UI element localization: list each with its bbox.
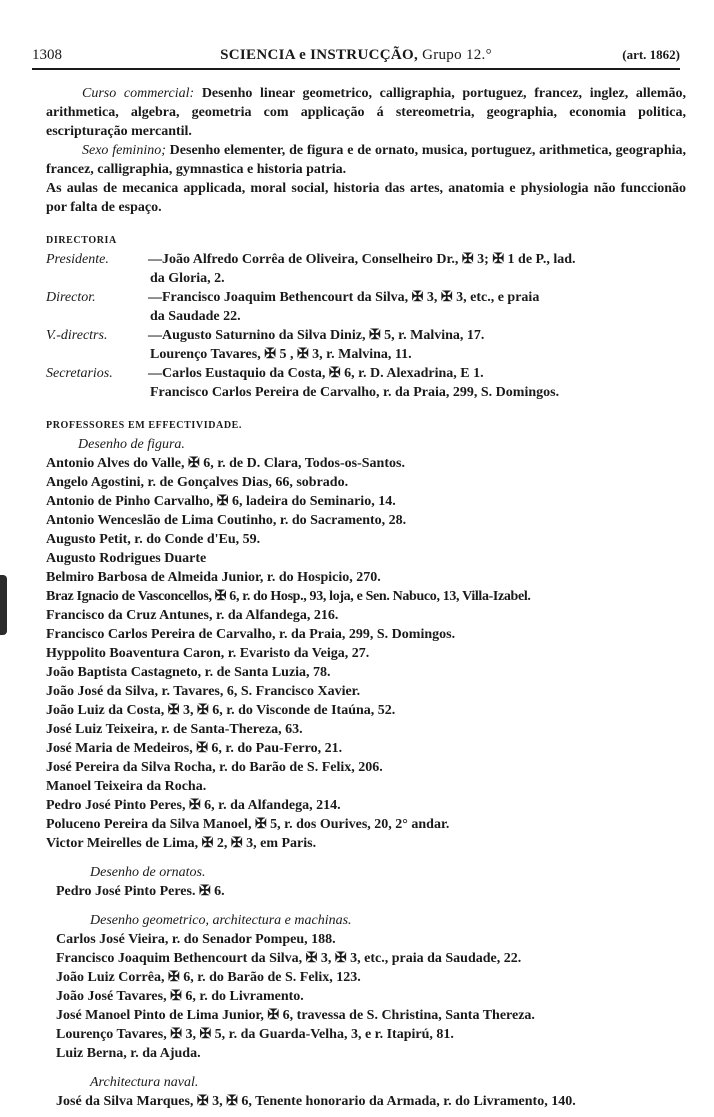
curso-commercial-label: Curso commercial: [82,86,195,101]
list-item: Angelo Agostini, r. de Gonçalves Dias, 66, sobrado. [46,475,349,490]
section-title: Architectura naval. [90,1075,199,1090]
list-item: Antonio de Pinho Carvalho, ✠ 6, ladeira do Seminario, 14. [46,494,396,509]
directoria-entry [46,288,686,326]
directoria-line: da Saudade 22. [150,309,241,324]
aulas-paragraph: As aulas de mecanica applicada, moral social, historia das artes, anatomia e physiologia não funccionão por falta de espaço. [46,181,686,215]
directoria-line: —João Alfredo Corrêa de Oliveira, Conselheiro Dr., ✠ 3; ✠ 1 de P., lad. [148,252,576,267]
directoria-line: Lourenço Tavares, ✠ 5 , ✠ 3, r. Malvina, 11. [150,347,412,362]
section-title: Desenho de figura. [78,437,185,452]
list-item: Antonio Wenceslão de Lima Coutinho, r. do Sacramento, 28. [46,513,407,528]
directoria-heading: DIRECTORIA [46,235,117,246]
directoria-role: Presidente. [46,252,109,267]
list-item: Augusto Petit, r. do Conde d'Eu, 59. [46,532,261,547]
section-desenho-geometrico [46,911,686,1063]
list-item: Luiz Berna, r. da Ajuda. [56,1046,201,1061]
sexo-feminino-label: Sexo feminino; [82,143,166,158]
professores-heading: PROFESSORES EM EFFECTIVIDADE. [46,420,243,431]
running-title-main: SCIENCIA e INSTRUCÇÃO, [220,47,418,63]
list-item: João Luiz da Costa, ✠ 3, ✠ 6, r. do Visconde de Itaúna, 52. [46,703,396,718]
list-item: Pedro José Pinto Peres. ✠ 6. [56,884,225,899]
list-item: José da Silva Marques, ✠ 3, ✠ 6, Tenente honorario da Armada, r. do Livramento, 140. [56,1094,576,1109]
list-item: João Baptista Castagneto, r. de Santa Luzia, 78. [46,665,331,680]
list-item: Francisco Joaquim Bethencourt da Silva, ✠ 3, ✠ 3, etc., praia da Saudade, 22. [56,951,522,966]
list-item: José Pereira da Silva Rocha, r. do Barão de S. Felix, 206. [46,760,383,775]
section-architectura-naval [46,1073,686,1111]
curso-commercial-text: Desenho linear geometrico, calligraphia, portuguez, francez, inglez, allemão, arithmetica, algebra, geometria com applicação á stereometria, geographia, economia politica, escripturação mercantil. [46,86,687,139]
directoria-line: —Francisco Joaquim Bethencourt da Silva, ✠ 3, ✠ 3, etc., e praia [148,290,540,305]
directoria-line: —Augusto Saturnino da Silva Diniz, ✠ 5, r. Malvina, 17. [148,328,485,343]
sexo-feminino-paragraph [46,141,686,179]
page-body [46,84,686,1111]
directoria-entry [46,250,686,288]
section-desenho-figura [46,435,686,853]
list-item: Belmiro Barbosa de Almeida Junior, r. do Hospicio, 270. [46,570,381,585]
directoria-line: Francisco Carlos Pereira de Carvalho, r. da Praia, 299, S. Domingos. [150,385,560,400]
list-item: José Maria de Medeiros, ✠ 6, r. do Pau-Ferro, 21. [46,741,343,756]
directoria-entry [46,364,686,402]
curso-commercial-paragraph [46,84,686,141]
list-item: Braz Ignacio de Vasconcellos, ✠ 6, r. do Hosp., 93, loja, e Sen. Nabuco, 13, Villa-Izabel. [46,589,531,604]
list-item: Manoel Teixeira da Rocha. [46,779,207,794]
list-item: Pedro José Pinto Peres, ✠ 6, r. da Alfandega, 214. [46,798,341,813]
sexo-feminino-text: Desenho elementer, de figura e de ornato, musica, portuguez, arithmetica, geographia, francez, calligraphia, gymnastica e historia patria. [46,143,687,177]
list-item: Carlos José Vieira, r. do Senador Pompeu, 188. [56,932,336,947]
directoria-line: —Carlos Eustaquio da Costa, ✠ 6, r. D. Alexadrina, E 1. [148,366,484,381]
directoria-role: Secretarios. [46,366,113,381]
list-item: Francisco Carlos Pereira de Carvalho, r. da Praia, 299, S. Domingos. [46,627,456,642]
header-rule [32,68,680,70]
list-item: João Luiz Corrêa, ✠ 6, r. do Barão de S. Felix, 123. [56,970,361,985]
page-number: 1308 [32,47,62,63]
list-item: Lourenço Tavares, ✠ 3, ✠ 5, r. da Guarda-Velha, 3, e r. Itapirú, 81. [56,1027,454,1042]
list-item: Poluceno Pereira da Silva Manoel, ✠ 5, r. dos Ourives, 20, 2° andar. [46,817,450,832]
directoria-entry [46,326,686,364]
running-title-group: Grupo 12.° [422,47,492,63]
directoria-line: da Gloria, 2. [150,271,225,286]
list-item: José Manoel Pinto de Lima Junior, ✠ 6, travessa de S. Christina, Santa Thereza. [56,1008,535,1023]
binding-mark [0,575,7,635]
section-desenho-ornatos [46,863,686,901]
list-item: Antonio Alves do Valle, ✠ 6, r. de D. Clara, Todos-os-Santos. [46,456,405,471]
list-item: João José da Silva, r. Tavares, 6, S. Francisco Xavier. [46,684,361,699]
list-item: Hyppolito Boaventura Caron, r. Evaristo da Veiga, 27. [46,646,370,661]
list-item: José Luiz Teixeira, r. de Santa-Thereza, 63. [46,722,303,737]
directoria-role: Director. [46,290,96,305]
list-item: Augusto Rodrigues Duarte [46,551,207,566]
list-item: João José Tavares, ✠ 6, r. do Livramento. [56,989,304,1004]
running-header [32,47,680,69]
section-title: Desenho geometrico, architectura e machinas. [90,913,352,928]
list-item: Francisco da Cruz Antunes, r. da Alfandega, 216. [46,608,339,623]
running-title [32,47,680,64]
directoria-role: V.-directrs. [46,328,108,343]
article-reference: (art. 1862) [622,47,680,62]
section-title: Desenho de ornatos. [90,865,206,880]
list-item: Victor Meirelles de Lima, ✠ 2, ✠ 3, em Paris. [46,836,317,851]
